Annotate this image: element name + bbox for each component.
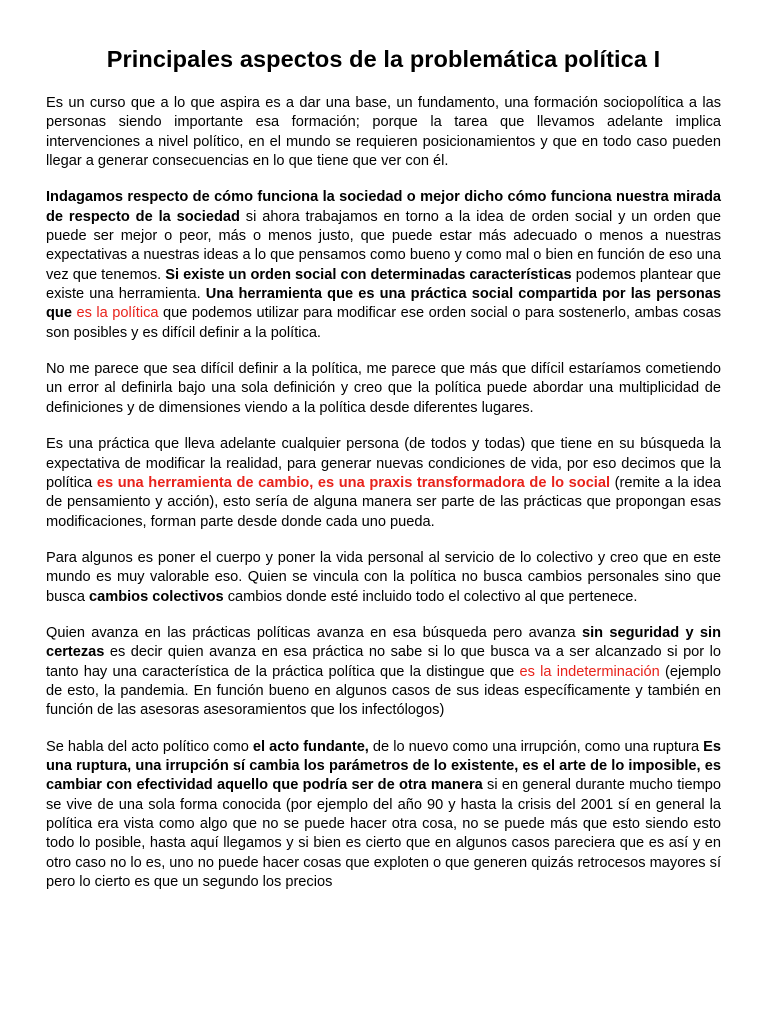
highlighted-bold-text: es una herramienta de cambio, es una praxis transformadora de lo social	[96, 474, 611, 491]
paragraph	[46, 188, 721, 343]
body-text: (ejemplo de esto, la pandemia. En función bueno en algunos casos de sus ideas específicamente y también en función de las asesoras asesoramientos que los infectólogos)	[46, 663, 721, 719]
bold-text: el acto fundante,	[252, 738, 369, 755]
bold-text: Indagamos respecto de cómo funciona la sociedad o mejor dicho cómo funciona nuestra mirada de respecto de la sociedad	[46, 189, 721, 225]
highlighted-text: es la política	[76, 305, 159, 322]
bold-text: Es una ruptura, una irrupción sí cambia los parámetros de lo existente, es el arte de lo imposible, es cambiar con efectividad aquello que podría ser de otra manera	[46, 738, 722, 794]
body-text: Se habla del acto político como	[46, 738, 253, 755]
body-text: No me parece que sea difícil definir a la política, me parece que más que difícil estaríamos cometiendo un error al definirla bajo una sola definición y creo que la política puede abordar una multiplicidad de definiciones y de dimensiones viendo a la política desde diferentes lugares.	[46, 361, 721, 416]
body-text: Quien avanza en las prácticas políticas avanza en esa búsqueda pero avanza	[46, 624, 582, 641]
body-text: podemos plantear que existe una herramienta.	[46, 266, 721, 303]
body-text: cambios donde esté incluido todo el colectivo al que pertenece.	[223, 588, 638, 605]
bold-text: Si existe un orden social con determinadas características	[165, 266, 572, 283]
paragraph	[46, 624, 721, 721]
paragraph	[46, 738, 721, 893]
body-text: es decir quien avanza en esa práctica no sabe si lo que busca va a ser alcanzado si por lo tanto hay una característica de la práctica política que la distingue que	[46, 644, 721, 680]
paragraph	[46, 435, 721, 532]
bold-text: cambios colectivos	[89, 588, 224, 605]
document-body	[46, 94, 721, 892]
page-title: Principales aspectos de la problemática política I	[106, 46, 661, 72]
body-text: Para algunos es poner el cuerpo y poner la vida personal al servicio de lo colectivo y creo que en este mundo es muy valorable eso. Quien se vincula con la política no busca cambios personales sino que busca	[46, 549, 721, 605]
paragraph	[46, 94, 721, 171]
paragraph	[46, 360, 721, 418]
body-text: que podemos utilizar para modificar ese orden social o para sostenerlo, ambas cosas son posibles y es difícil definir a la política.	[46, 305, 721, 341]
body-text: si ahora trabajamos en torno a la idea de orden social y un orden que puede ser mejor o peor, más o menos justo, que puede estar más adecuado o menos a nuestras expectativas a nuestras ideas a lo que pensamos como bueno y como mal o bien en función de eso una vez que tenemos.	[46, 208, 721, 283]
body-text: Es un curso que a lo que aspira es a dar una base, un fundamento, una formación sociopolítica a las personas siendo importante esa formación; porque la tarea que llevamos adelante implica intervenciones a nivel político, en el mundo se requieren posicionamientos y que en todo caso pueden llegar a generar consecuencias en lo que tiene que ver con él.	[46, 95, 721, 170]
body-text: Es una práctica que lleva adelante cualquier persona (de todos y todas) que tiene en su búsqueda la expectativa de modificar la realidad, para generar nuevas condiciones de vida, por eso decimos que la política	[46, 436, 721, 491]
paragraph	[46, 549, 721, 607]
body-text: de lo nuevo como una irrupción, como una ruptura	[368, 738, 704, 755]
body-text: (remite a la idea de pensamiento y acción), esto sería de alguna manera ser parte de las prácticas que propongan esas modificaciones, forman parte desde donde cada uno pueda.	[46, 474, 722, 530]
bold-text: Una herramienta que es una práctica social compartida por las personas que	[46, 286, 722, 322]
document-page	[46, 0, 721, 892]
highlighted-text: es la indeterminación	[519, 663, 660, 680]
bold-text: sin seguridad y sin certezas	[46, 624, 721, 661]
body-text: si en general durante mucho tiempo se vive de una sola forma conocida (por ejemplo del año 90 y hasta la crisis del 2001 sí en general la política era vista como algo que no se puede hacer otra cosa, no se puede más que esto siendo esto todo lo posible, hasta aquí llegamos y si bien es cierto que en algunos casos pareciera que es así y en otro caso no lo es, uno no puede hacer cosas que exploten o que generen quizás retrocesos mayores sí pero lo cierto es que un segundo los precios	[46, 777, 721, 891]
